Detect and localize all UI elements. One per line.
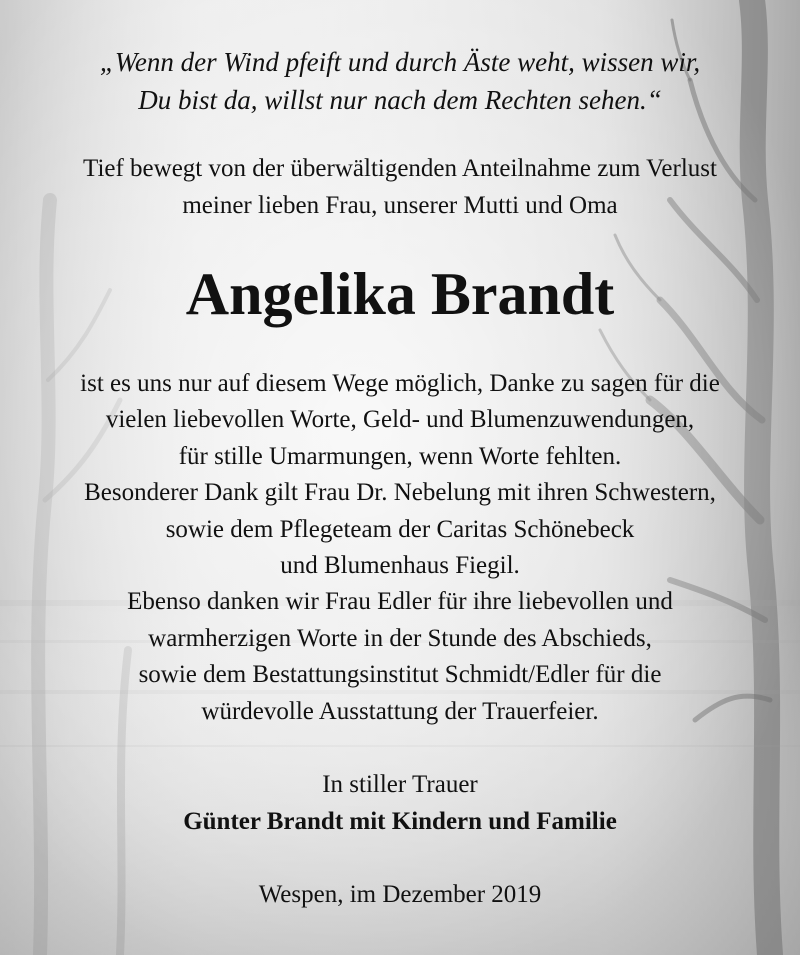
thanks-text bbox=[0, 366, 800, 730]
thanks-line: sowie dem Bestattungsinstitut Schmidt/Edler für die bbox=[138, 661, 662, 689]
thanks-line: Ebenso danken wir Frau Edler für ihre liebevollen und bbox=[127, 588, 673, 616]
thanks-line: und Blumenhaus Fiegil. bbox=[280, 552, 520, 580]
deceased-name: Angelika Brandt bbox=[185, 261, 615, 327]
mourning-phrase: In stiller Trauer bbox=[322, 771, 478, 798]
memorial-quote bbox=[0, 43, 800, 119]
thanks-line: warmherzigen Worte in der Stunde des Abschieds, bbox=[148, 624, 652, 652]
quote-line: Du bist da, willst nur nach dem Rechten sehen.“ bbox=[138, 85, 662, 115]
thanks-line: Besonderer Dank gilt Frau Dr. Nebelung mit ihren Schwestern, bbox=[84, 479, 716, 507]
thanks-line: ist es uns nur auf diesem Wege möglich, Danke zu sagen für die bbox=[80, 370, 720, 397]
signature-block bbox=[0, 766, 800, 840]
intro-line: meiner lieben Frau, unserer Mutti und Oma bbox=[182, 192, 618, 219]
quote-line: „Wenn der Wind pfeift und durch Äste weht, wissen wir, bbox=[99, 47, 701, 77]
place-date: Wespen, im Dezember 2019 bbox=[258, 881, 542, 908]
thanks-line: vielen liebevollen Worte, Geld- und Blumenzuwendungen, bbox=[105, 406, 695, 434]
thanks-line: für stille Umarmungen, wenn Worte fehlten. bbox=[178, 442, 622, 470]
thanks-line: würdevolle Ausstattung der Trauerfeier. bbox=[201, 697, 599, 725]
family-signature: Günter Brandt mit Kindern und Familie bbox=[183, 808, 617, 835]
thanks-line: sowie dem Pflegeteam der Caritas Schönebeck bbox=[165, 515, 635, 543]
intro-text bbox=[0, 150, 800, 224]
intro-line: Tief bewegt von der überwältigenden Anteilnahme zum Verlust bbox=[83, 155, 717, 182]
